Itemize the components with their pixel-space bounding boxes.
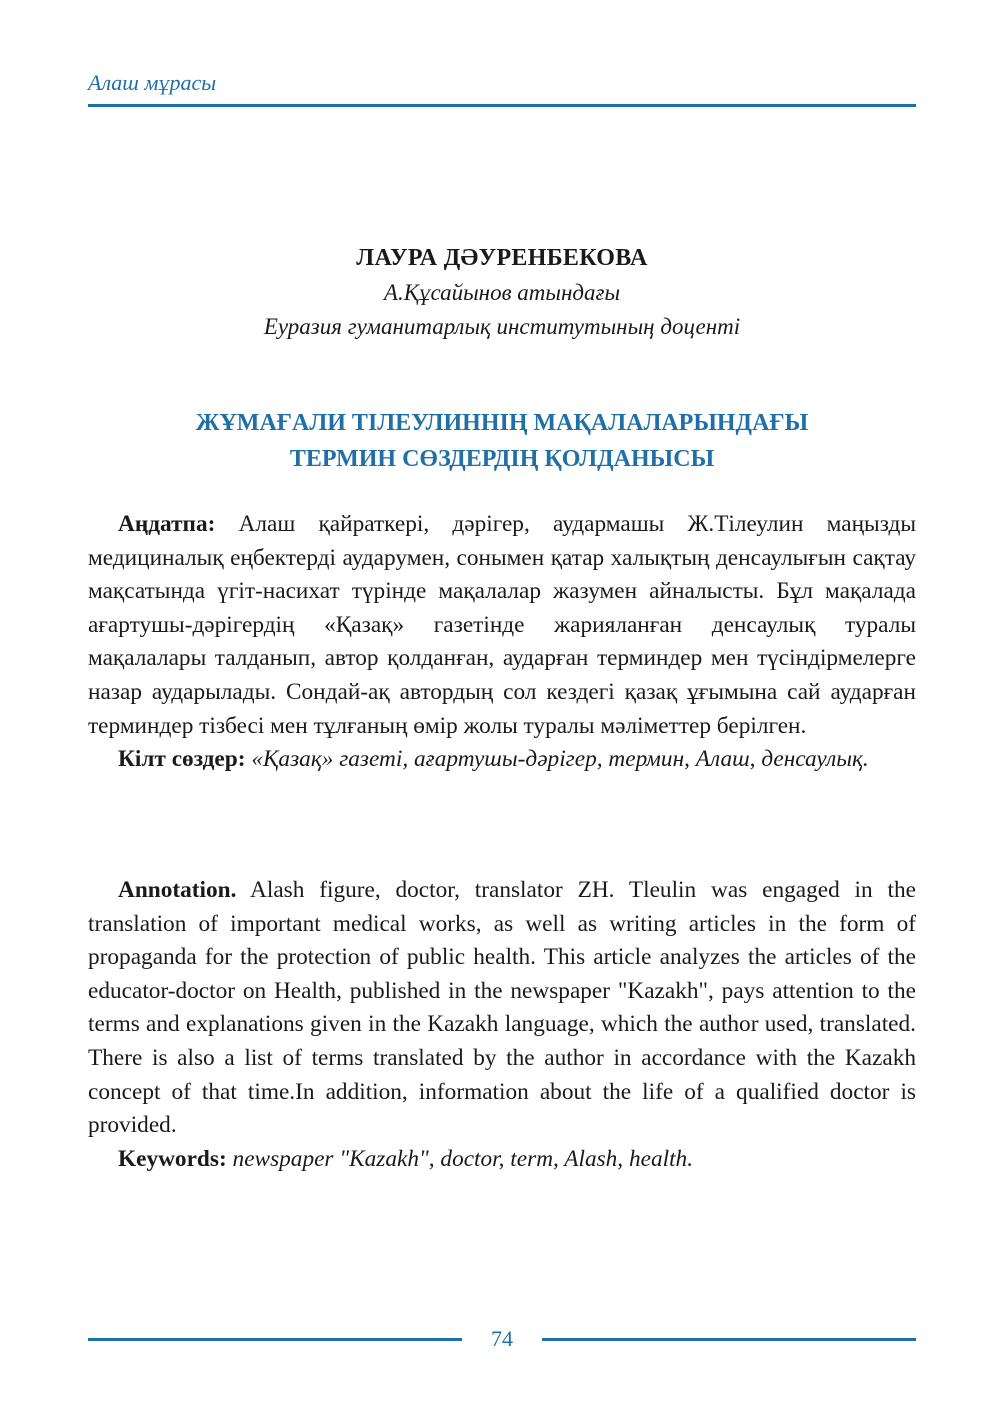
author-block: [88, 240, 916, 344]
footer-rule-right: [542, 1338, 916, 1341]
author-affiliation-line1: А.Құсайынов атындағы: [383, 280, 621, 305]
footer-rule-left: [88, 1338, 462, 1341]
header-rule: [88, 104, 916, 107]
keywords-en-text: newspaper "Kazakh", doctor, term, Alash, health.: [232, 1145, 694, 1172]
keywords-en-paragraph: [88, 1143, 916, 1177]
article-title-line1: ЖҰМАҒАЛИ ТІЛЕУЛИННІҢ МАҚАЛАЛАРЫНДАҒЫ: [195, 410, 809, 436]
running-header: Алаш мұрасы: [88, 70, 217, 95]
abstract-en-paragraph: [88, 874, 916, 1143]
abstract-en-label: Annotation.: [118, 877, 237, 903]
abstract-kz-text: Алаш қайраткері, дәрігер, аудармашы Ж.Тілеулин маңызды медициналық еңбектерді аударумен, сонымен қатар халықтың денсаулығын сақтау мақсатында үгіт-насихат түрінде мақалалар жазумен айналысты. Бұл мақалада ағартушы-дәрігердің «Қазақ» газетінде жарияланған денсаулық туралы мақалалары талданып, автор қолданған, аударған терминдер мен түсіндірмелерге назар аударылады. Сондай-ақ автордың сол кездегі қазақ ұғымына сай аударған терминдер тізбесі мен тұлғаның өмір жолы туралы мәліметтер берілген.: [88, 511, 917, 739]
keywords-kz-text: «Қазақ» газеті, ағартушы-дәрігер, термин, Алаш, денсаулық.: [251, 746, 869, 773]
abstract-kz-paragraph: [88, 508, 916, 743]
keywords-kz-label: Кілт сөздер:: [118, 746, 246, 773]
abstract-kazakh: [88, 508, 916, 777]
article-title: [88, 405, 916, 477]
keywords-kz-paragraph: [88, 743, 916, 777]
author-affiliation-line2: Еуразия гуманитарлық институтының доценті: [263, 314, 741, 339]
abstract-en-text: Alash figure, doctor, translator ZH. Tleulin was engaged in the translation of important medical works, as well as writing articles in the form of propaganda for the protection of public health. This article analyzes the articles of the educator-doctor on Health, published in the newspaper "Kazakh", pays attention to the terms and explanations given in the Kazakh language, which the author used, translated. There is also a list of terms translated by the author in accordance with the Kazakh concept of that time.In addition, information about the life of a qualified doctor is provided.: [88, 877, 916, 1139]
abstract-kz-label: Аңдатпа:: [118, 511, 216, 537]
keywords-en-label: Keywords:: [118, 1145, 227, 1172]
abstract-english: [88, 874, 916, 1176]
page-number: 74: [491, 1326, 513, 1351]
article-title-line2: ТЕРМИН СӨЗДЕРДІҢ ҚОЛДАНЫСЫ: [289, 446, 715, 472]
author-name: ЛАУРА ДӘУРЕНБЕКОВА: [356, 245, 648, 271]
